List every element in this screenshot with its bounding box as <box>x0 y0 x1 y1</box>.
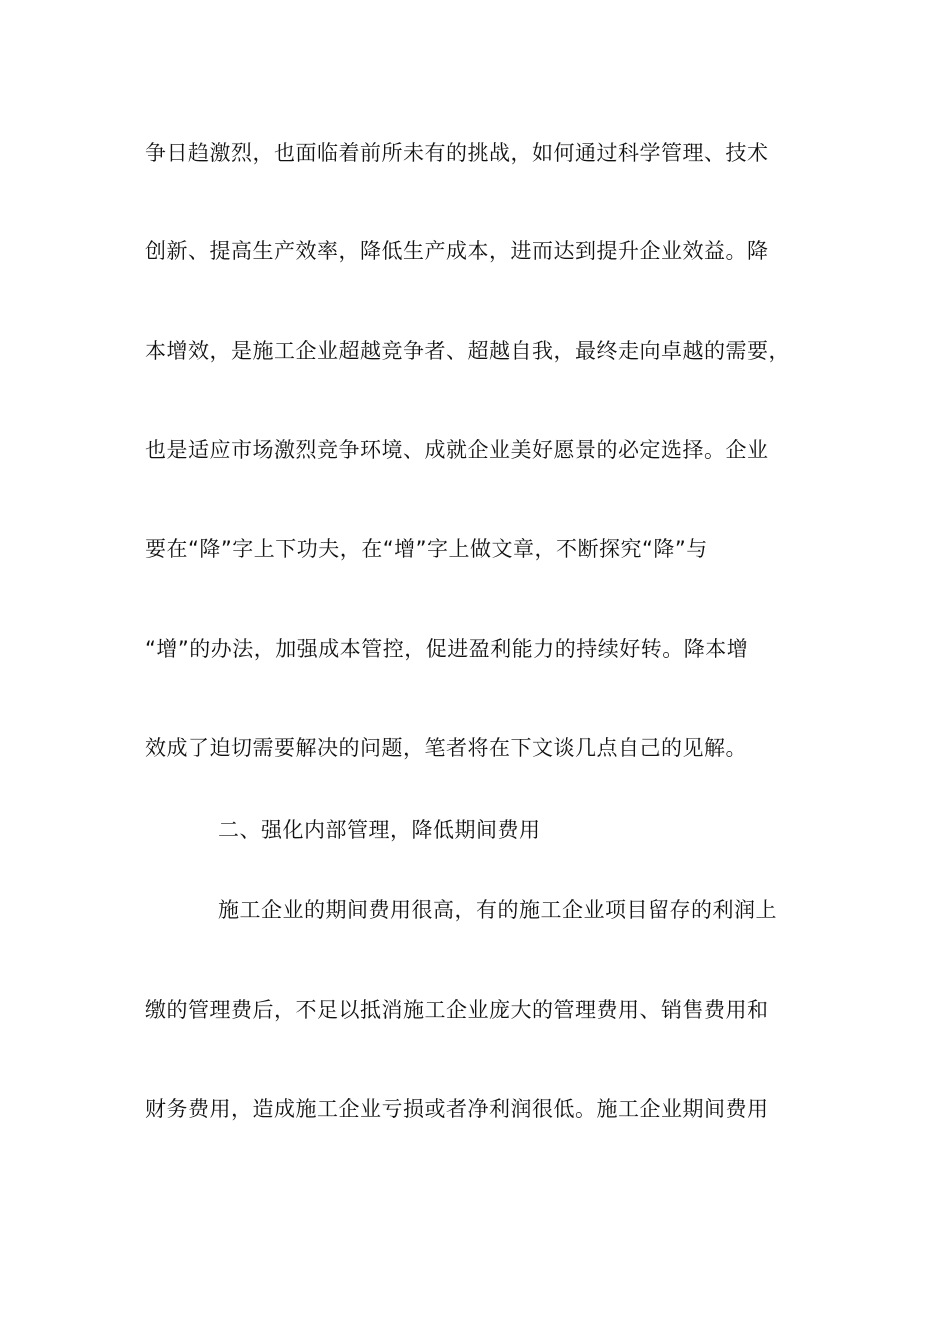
paragraph-line-7: 效成了迫切需要解决的问题，笔者将在下文谈几点自己的见解。 <box>145 736 747 760</box>
paragraph-line-3: 本增效，是施工企业超越竞争者、超越自我，最终走向卓越的需要， <box>145 339 790 363</box>
paragraph-line-6: “增”的办法，加强成本管控，促进盈利能力的持续好转。降本增 <box>145 637 749 661</box>
paragraph-line-4: 也是适应市场激烈竞争环境、成就企业美好愿景的必定选择。企业 <box>145 438 769 462</box>
section-heading: 二、强化内部管理，降低期间费用 <box>218 818 541 842</box>
paragraph2-line-3: 财务费用，造成施工企业亏损或者净利润很低。施工企业期间费用 <box>145 1097 769 1121</box>
paragraph2-line-1: 施工企业的期间费用很高，有的施工企业项目留存的利润上 <box>218 898 777 922</box>
paragraph-line-5: 要在“降”字上下功夫，在“增”字上做文章，不断探究“降”与 <box>145 537 708 561</box>
paragraph2-line-2: 缴的管理费后，不足以抵消施工企业庞大的管理费用、销售费用和 <box>145 998 769 1022</box>
paragraph-line-2: 创新、提高生产效率，降低生产成本，进而达到提升企业效益。降 <box>145 239 769 263</box>
paragraph-line-1: 争日趋激烈，也面临着前所未有的挑战，如何通过科学管理、技术 <box>145 141 769 165</box>
